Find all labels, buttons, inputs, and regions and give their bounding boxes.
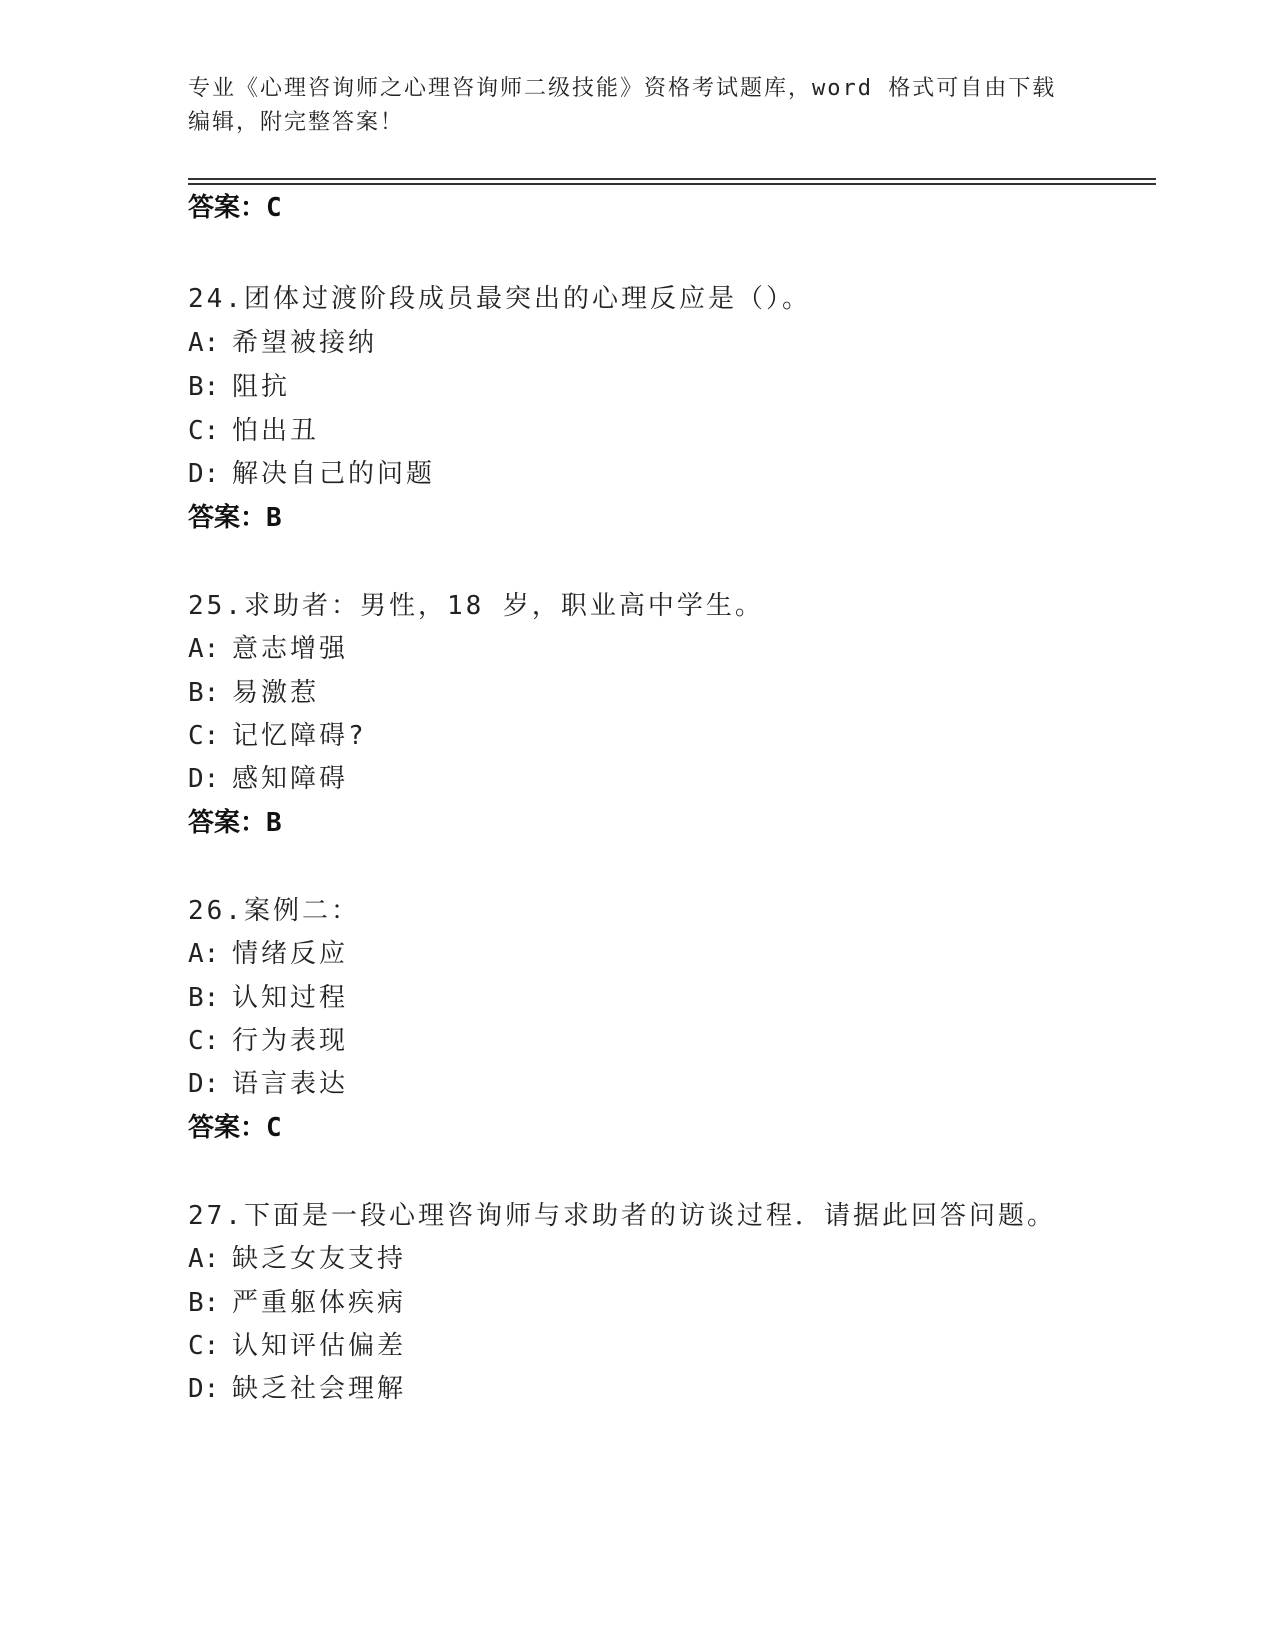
- option-letter: C:: [188, 416, 220, 446]
- option-text: 缺乏女友支持: [232, 1244, 407, 1274]
- question-24-answer: 答案：B: [188, 503, 282, 533]
- header-line-2: 编辑，附完整答案！: [188, 110, 405, 135]
- question-25-stem: 25.求助者：男性，18 岁，职业高中学生。: [188, 591, 764, 621]
- option-letter: B:: [188, 372, 220, 402]
- option-text: 认知过程: [232, 983, 349, 1013]
- option-text: 解决自己的问题: [232, 459, 436, 489]
- question-24-stem: 24.团体过渡阶段成员最突出的心理反应是（）。: [188, 284, 811, 314]
- header-divider-top: [188, 178, 1156, 180]
- question-24-option-c: [188, 418, 319, 444]
- option-text: 意志增强: [232, 634, 349, 664]
- option-letter: C:: [188, 1026, 220, 1056]
- option-text: 怕出丑: [232, 416, 320, 446]
- question-27-option-b: [188, 1290, 406, 1316]
- question-27-option-c: [188, 1333, 406, 1359]
- option-letter: B:: [188, 1288, 220, 1318]
- option-text: 希望被接纳: [232, 328, 378, 358]
- option-text: 严重躯体疾病: [232, 1288, 407, 1318]
- question-25-option-d: [188, 766, 348, 792]
- option-text: 认知评估偏差: [232, 1331, 407, 1361]
- option-letter: B:: [188, 678, 220, 708]
- question-27-option-a: [188, 1246, 406, 1272]
- question-24-option-d: [188, 461, 435, 487]
- option-letter: D:: [188, 1374, 220, 1404]
- question-26-option-b: [188, 985, 348, 1011]
- option-letter: C:: [188, 1331, 220, 1361]
- header-line-1: 专业《心理咨询师之心理咨询师二级技能》资格考试题库，word 格式可自由下载: [188, 76, 1057, 101]
- option-text: 行为表现: [232, 1026, 349, 1056]
- question-27-option-d: [188, 1376, 406, 1402]
- option-letter: C:: [188, 721, 220, 751]
- option-text: 阻抗: [232, 372, 291, 402]
- question-27-stem: 27.下面是一段心理咨询师与求助者的访谈过程．请据此回答问题。: [188, 1201, 1056, 1231]
- option-letter: A:: [188, 634, 220, 664]
- option-text: 情绪反应: [232, 939, 349, 969]
- question-26-stem: 26.案例二：: [188, 896, 360, 926]
- option-letter: A:: [188, 328, 220, 358]
- option-text: 语言表达: [232, 1069, 349, 1099]
- option-letter: A:: [188, 1244, 220, 1274]
- question-24-option-a: [188, 330, 377, 356]
- answer-prev: 答案：C: [188, 193, 282, 223]
- option-text: 记忆障碍?: [232, 721, 367, 751]
- option-letter: D:: [188, 764, 220, 794]
- question-25-answer: 答案：B: [188, 808, 282, 838]
- question-26-option-a: [188, 941, 348, 967]
- option-letter: A:: [188, 939, 220, 969]
- question-26-option-c: [188, 1028, 348, 1054]
- option-text: 缺乏社会理解: [232, 1374, 407, 1404]
- option-letter: D:: [188, 1069, 220, 1099]
- option-letter: B:: [188, 983, 220, 1013]
- question-25-option-a: [188, 636, 348, 662]
- question-26-answer: 答案：C: [188, 1113, 282, 1143]
- question-25-option-c: [188, 723, 367, 749]
- question-24-option-b: [188, 374, 290, 400]
- question-26-option-d: [188, 1071, 348, 1097]
- option-letter: D:: [188, 459, 220, 489]
- question-25-option-b: [188, 680, 319, 706]
- option-text: 易激惹: [232, 678, 320, 708]
- header-divider-bottom: [188, 183, 1156, 185]
- option-text: 感知障碍: [232, 764, 349, 794]
